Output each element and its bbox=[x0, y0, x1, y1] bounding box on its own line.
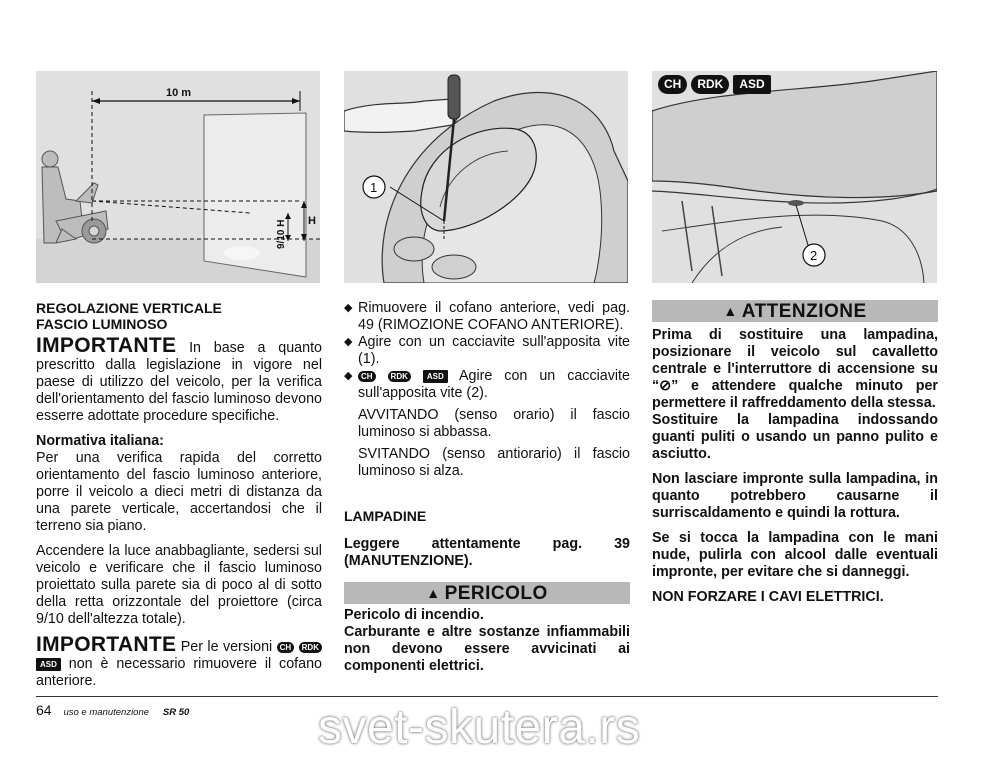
lamps-text: Leggere attentamente pag. 39 (MANUTENZIONE). bbox=[344, 536, 630, 569]
badge-ch: CH bbox=[277, 642, 295, 653]
badge-asd: ASD bbox=[733, 75, 770, 94]
column-2 bbox=[344, 300, 630, 675]
section-heading-line1: REGOLAZIONE VERTICALE bbox=[36, 300, 222, 316]
page-number: 64 bbox=[36, 702, 52, 718]
list-item: ◆ Agire con un cacciavite sull'apposita vite (1). bbox=[344, 334, 630, 367]
warning-banner bbox=[652, 300, 938, 322]
badge-rdk: RDK bbox=[299, 642, 322, 653]
ratio-label: 9/10 H bbox=[276, 219, 287, 249]
warning-paragraph-5: NON FORZARE I CAVI ELETTRICI. bbox=[652, 589, 884, 605]
warning-paragraph-4: Se si tocca la lampadina con le mani nude, pulirla con alcool dalle eventuali impronte, per evitare che si danneggi. bbox=[652, 530, 938, 580]
important-text: In base a quanto prescritto dalla legislazione in vigore nel paese di utilizzo del veicolo, per la verifica dell'orientamento del fascio luminoso devono esserre adottate procedure specifiche. bbox=[36, 340, 322, 424]
model-name: SR 50 bbox=[162, 707, 190, 718]
warning-paragraph-1: Prima di sostituire una lampadina, posizionare il veicolo sul cavalletto centrale e l'interruttore di accensione su “⊘” e attendere qualche minuto per permettere il raffreddamento della stessa. bbox=[652, 327, 938, 411]
list-item: ◆ CH RDK ASD Agire con un cacciavite sull'apposita vite (2). bbox=[344, 368, 630, 401]
figure-alt-adjuster bbox=[652, 71, 937, 283]
h-label: H bbox=[308, 215, 316, 227]
scooter-rider-illustration bbox=[42, 151, 108, 243]
danger-line: Pericolo di incendio. bbox=[344, 607, 484, 623]
important-label-2: IMPORTANTE bbox=[36, 633, 177, 656]
important-post: non è necessario rimuovere il cofano anteriore. bbox=[36, 656, 322, 689]
tighten-note: AVVITANDO (senso orario) il fascio luminoso si abbassa. bbox=[358, 407, 630, 440]
important-paragraph-1 bbox=[36, 334, 322, 425]
diamond-bullet-icon: ◆ bbox=[344, 370, 353, 382]
badge-ch: CH bbox=[658, 75, 687, 94]
column-1 bbox=[36, 300, 322, 690]
column-3 bbox=[652, 300, 938, 606]
section-heading-line2: FASCIO LUMINOSO bbox=[36, 316, 168, 332]
callout-1: 1 bbox=[370, 180, 378, 195]
diamond-bullet-icon: ◆ bbox=[344, 336, 353, 348]
doc-title: uso e manutenzione bbox=[63, 707, 150, 718]
footer-divider bbox=[36, 696, 938, 697]
aiming-diagram bbox=[36, 71, 320, 283]
page-footer bbox=[36, 702, 189, 718]
norm-text: Per una verifica rapida del corretto orientamento del fascio luminoso anteriore, porre il veicolo a dieci metri di distanza da una parete verticale, accertandosi che il terreno sia piano. bbox=[36, 450, 322, 534]
badge-asd: ASD bbox=[36, 658, 61, 671]
figure-screwdriver-adjust bbox=[344, 71, 628, 283]
diamond-bullet-icon: ◆ bbox=[344, 302, 353, 314]
badge-rdk: RDK bbox=[691, 75, 729, 94]
front-underside-illustration bbox=[652, 71, 937, 283]
warning-paragraph-3: Non lasciare impronte sulla lampadina, in quanto potrebbero causarne il surriscaldamento e quindi la rottura. bbox=[652, 471, 938, 521]
badge-ch: CH bbox=[358, 371, 376, 382]
danger-title: PERICOLO bbox=[444, 582, 548, 604]
loosen-note: SVITANDO (senso antiorario) il fascio luminoso si alza. bbox=[358, 446, 630, 479]
important-paragraph-2 bbox=[36, 633, 322, 690]
important-pre: Per le versioni bbox=[180, 639, 273, 655]
danger-text: Carburante e altre sostanze infiammabili non devono essere avvicinati ai componenti elettrici. bbox=[344, 624, 630, 674]
front-fairing-illustration bbox=[344, 71, 628, 283]
distance-label: 10 m bbox=[166, 87, 192, 99]
badge-asd: ASD bbox=[423, 370, 448, 383]
warning-triangle-icon: ▲ bbox=[723, 302, 738, 319]
danger-banner bbox=[344, 582, 630, 604]
important-label: IMPORTANTE bbox=[36, 334, 177, 357]
list-item: ◆ Rimuovere il cofano anteriore, vedi pag. 49 (RIMOZIONE COFANO ANTERIORE). bbox=[344, 300, 630, 333]
version-badges bbox=[658, 75, 771, 94]
badge-rdk: RDK bbox=[388, 371, 411, 382]
lamps-heading: LAMPADINE bbox=[344, 508, 427, 524]
warning-title: ATTENZIONE bbox=[741, 300, 867, 322]
figure-headlight-aiming bbox=[36, 71, 320, 283]
warning-paragraph-2: Sostituire la lampadina indossando guanti puliti o usando un panno pulito e asciutto. bbox=[652, 412, 938, 462]
watermark: svet-skutera.rs bbox=[318, 701, 641, 754]
warning-triangle-icon: ▲ bbox=[426, 584, 441, 601]
norm-heading: Normativa italiana: bbox=[36, 433, 164, 449]
callout-2: 2 bbox=[810, 248, 818, 263]
headlight-check-text: Accendere la luce anabbagliante, sedersi sul veicolo e verificare che il fascio luminoso proiettato sulla parete sia di poco al di sotto della retta orizzontale del proiettore (circa 9/10 dell'altezza totale). bbox=[36, 543, 322, 627]
